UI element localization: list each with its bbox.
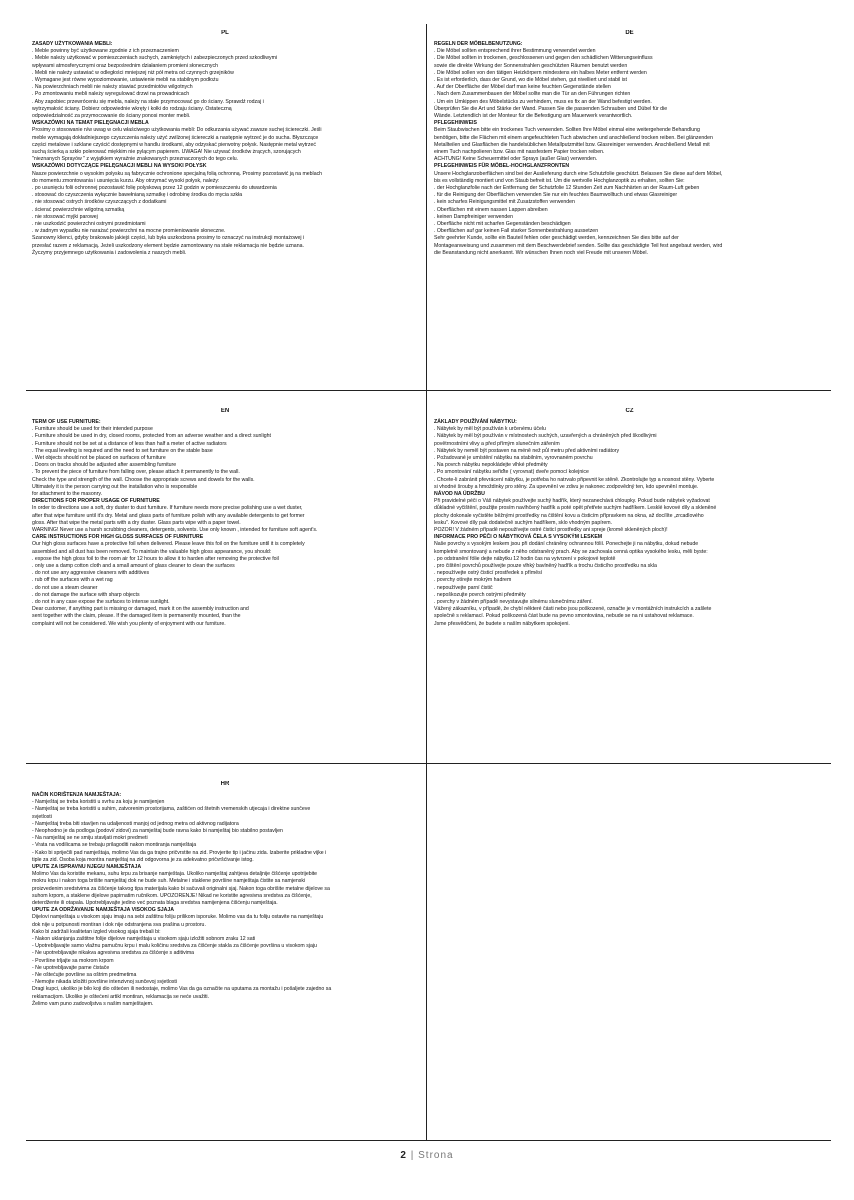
section-language-title: HR: [220, 781, 230, 787]
text-line: lesku". Kovové díly pak dodatečně suchým hadříkem, sklo vhodným papírem.: [434, 519, 613, 526]
section-text: [434, 419, 825, 628]
text-line: si vhodné šrouby a hmoždinky pro stěny. Za upevnění ve zdivu je nakonec zodpovědný ten, kdo upevnění montuje.: [434, 483, 699, 490]
text-line: . keinen Dampfreiniger verwenden: [434, 213, 514, 220]
text-line: . Furniture should be used in dry, closed rooms, protected from an adverse weather and a direct sunlight: [32, 433, 271, 440]
text-line: "nieznanych Sprayów " z wyjątkiem wyraźnie znakowanych przeznaczonych do tego celu.: [32, 156, 239, 163]
text-line: - Neophodno je da podloga (podovi/ zidovi) za namještaj bude ravna kako bi namještaj bio stabilno postavljen: [32, 828, 283, 835]
row-divider-3: [26, 1140, 831, 1141]
en-section: [26, 408, 424, 760]
text-line: . nie stosować ostrych środków czyszczących z dodatkami: [32, 199, 167, 206]
section-heading: NAČIN KORIŠTENJA NAMJEŠTAJA:: [32, 792, 122, 798]
text-line: do momentu zmontowania i usunięcia kurzu. Aby otrzymać wysoki połysk, należy:: [32, 177, 220, 184]
text-line: sent together with the claim, please. If the damaged item is permanently mounted, than the: [32, 613, 241, 620]
text-line: ACHTUNG! Keine Scheuermittel oder Sprays (außer Glas) verwenden.: [434, 156, 598, 163]
text-line: . Chcete-li zabránit převrácení nábytku, je potřeba ho natrvalo připevnit ke stěně. Zkontrolujte typ a nosnost stěny. Vyberte: [434, 476, 715, 483]
page-footer: [0, 1150, 854, 1161]
text-line: - Namještaj treba biti stavljen na udaljenosti manjoj od jednog metra od aktivnog radijatora: [32, 820, 239, 827]
text-line: . Wymagane jest równe wypoziomowanie, ustawienie mebli na stabilnym podłożu: [32, 77, 219, 84]
text-line: . Požadované je umístění nábytku na stabilním, vyrovnaném povrchu: [434, 455, 593, 462]
text-line: suchą ścierką a szkło polerować miękkim nie pylącym papierem. UWAGA! Nie używać środków żrących, szorujących: [32, 149, 301, 156]
text-line: Molimo Vas da koristite mekanu, suhu krpu za brisanje namještaja. Ukoliko namještaj zahtjeva detaljnije čišćenje upotrijebite: [32, 871, 318, 878]
text-line: Wände. Letztendlich ist der Monteur für die Befestigung am Mauerwerk verantwortlich.: [434, 113, 633, 120]
text-line: . stosować do czyszczenia wyłącznie bawełnianą szmatkę i odrobinę środka do mycia szkła: [32, 192, 243, 199]
text-line: . Nach dem Zusammenbauen der Möbel sollte man die Tür an den Führungen richten: [434, 91, 631, 98]
section-heading: ZASADY UŻYTKOWANIA MEBLI:: [32, 41, 113, 47]
text-line: - Upotrebljavajte samo vlažnu pamučnu krpu i malu količinu sredstva za čišćenje stakla za čišćenje površina u visokom sjaju: [32, 943, 317, 950]
text-line: complaint will not be considered. We wish you plenty of enjoyment with our furniture.: [32, 620, 226, 627]
section-language-title: CZ: [625, 408, 634, 414]
text-line: . Po zmontowaniu mebli należy wyregulować drzwi na prowadnicach: [32, 91, 190, 98]
section-text: [32, 419, 418, 628]
text-line: Nasze powierzchnie o wysokim połysku są fabrycznie ochronione specjalną folią ochronną. Prosimy pozostawić ją na meblach: [32, 170, 323, 177]
text-line: wpływami atmosferycznymi oraz bezpośrednim działaniem promieni słonecznych: [32, 62, 218, 69]
text-line: . Es ist erforderlich, dass der Grund, wo die Möbel stehen, gut nivelliert und stabil ist: [434, 77, 627, 84]
text-line: Dijelovi namještaja u visokom sjaju imaju na sebi zaštitnu foliju prilikom isporuke. Molimo vas da tu foliju ostavite na namještaju: [32, 914, 324, 921]
text-line: Při pravidelné péči o Váš nábytek používejte suchý hadřík, který nezanechává chloupky. Pokud bude nábytek vyžadovat: [434, 498, 710, 505]
text-line: . do not use any aggressive cleaners with additives: [32, 570, 150, 577]
section-language-title: PL: [221, 30, 229, 36]
empty-section: [428, 781, 831, 1137]
text-line: suhom krpom, a staklene dijelove papirnatim ručnikom. UPOZORENJE! Nikad ne koristite agresivna sredstva za čišćenje,: [32, 892, 312, 899]
text-line: Kako bi zadržali kvalitetan izgled visokog sjaja trebali bi:: [32, 928, 161, 935]
text-line: . Auf der Oberfläche der Möbel darf man keine feuchten Gegenstände stellen: [434, 84, 611, 91]
text-line: - Ne upotrebljavajte nikakva agresivna sredstva za čišćenje s aditivima: [32, 950, 195, 957]
text-line: WARNING! Never use a harsh scrubbing cleaners, detergents, solvents. Use only known , intended for furniture soft agent's.: [32, 527, 318, 534]
text-line: Beim Staubwischen bitte ein trockenes Tuch verwenden. Sollten Ihre Möbel einmal eine weitergehende Behandlung: [434, 127, 700, 134]
text-line: die Beanstandung nicht anerkannt. Wir wünschen Ihnen noch viel Freude mit unseren Möbel.: [434, 249, 648, 256]
text-line: . pro čištění povrchů používejte pouze vlhký bavlněný hadřík a trochu čisticího prostředku na skla: [434, 563, 657, 570]
section-heading: CARE INSTRUCTIONS FOR HIGH GLOSS SURFACES OF FURNITURE: [32, 534, 204, 541]
text-line: przesłać razem z reklamacją. Jeżeli uszkodzony element będzie zamontowany na stałe reklamacja nie będzie uznana.: [32, 242, 304, 249]
row-divider-2: [26, 763, 831, 764]
text-line: . do not damage the surface with sharp objects: [32, 591, 140, 598]
section-text: [32, 41, 418, 257]
text-line: gloss. After that wipe the metal parts with a dry duster. Glass parts wipe with a paper towel.: [32, 519, 241, 526]
text-line: . der Hochglanzfolie nach der Entfernung der Schutzfolie 12 Stunden Zeit zum Nachhärten an der Raum-Luft geben: [434, 185, 700, 192]
cz-section: [428, 408, 831, 760]
section-language-title: DE: [625, 30, 634, 36]
text-line: Želimo vam puno zadovoljstva s našim namještajem.: [32, 1000, 154, 1007]
text-line: . ścierać powierzchnie wilgotną szmatką: [32, 206, 125, 213]
text-line: POZOR! V žádném případě nepoužívejte ostré čisticí prostředky ani spreje (kromě skleněných ploch)!: [434, 527, 668, 534]
text-line: . To prevent the piece of furniture from falling over, please attach it permanently to the wall.: [32, 469, 240, 476]
text-line: - Vrata na vodilicama se trebaju prilagoditi nakon montiranja namještaja: [32, 842, 197, 849]
text-line: . rub off the surfaces with a wet rag: [32, 577, 113, 584]
text-line: - Namještaj se treba koristiti u svrhu za koju je namijenjen: [32, 799, 165, 806]
text-line: svjetlosti: [32, 813, 52, 820]
text-line: . für die Reinigung der Oberflächen verwenden Sie nur ein feuchtes Baumwolltuch und etwas Glasreiniger: [434, 192, 678, 199]
section-heading: REGELN DER MÖBELBENUTZUNG:: [434, 41, 523, 47]
text-line: Montageanweisung und zusammen mit dem Beschwerdebrief senden. Sollte das geschädigte Teil fest angebaut werden, wird: [434, 242, 723, 249]
de-section: [428, 30, 831, 386]
text-line: . Nábytek by neměl být postaven na méně než půl metru před aktivními radiátory: [434, 447, 620, 454]
text-line: . nie stosować myjki parowej: [32, 213, 98, 220]
text-line: mokru krpu i nakon toga brišite namještaj dok ne bude suh. Metalne i staklene površine namještaja čistite sa namjenski: [32, 878, 306, 885]
text-line: společně s reklamací. Pokud poškozená část bude na pevno smontována, nebude se na ni ustahovat reklamace.: [434, 613, 694, 620]
text-line: . The equal leveling is required and the need to set furniture on the stable base: [32, 447, 213, 454]
text-line: Check the type and strength of the wall. Choose the appropriate screws and dowels for the walls.: [32, 476, 255, 483]
text-line: einem Tuch nachpolieren bzw. Glas mit nassfestem Papier trocken reiben.: [434, 149, 605, 156]
text-line: Vážený zákazníku, v případě, že chybí některé části nebo jsou poškozené, označte je v montážních instrukcích a zašlete: [434, 606, 712, 613]
text-line: tiple za zid. Osoba koja montira namještaj na zid odgovorna je za adekvatno pričvršćivanje istog.: [32, 856, 254, 863]
text-line: . nepoškozujte povrch ostrými předměty: [434, 591, 526, 598]
text-line: . povrchy v žádném případě nevystavujte silnému slunečnímu záření.: [434, 599, 593, 606]
text-line: In order to directions use a soft, dry duster to dust furniture. If furniture needs more precise polishing use a wet duster,: [32, 505, 303, 512]
text-line: Naše povrchy s vysokým leskem jsou při dodání chráněny ochrannou fólií. Ponechejte ji na nábytku, dokud nebude: [434, 541, 699, 548]
text-line: Ultimately it is the person carrying out the installation who is responsible: [32, 483, 198, 490]
text-line: - Ne oštećujte površine sa oštrim predmetima: [32, 972, 137, 979]
text-line: . Die Möbel sollten entsprechend ihrer Bestimmung verwendet werden: [434, 48, 596, 55]
text-line: wytrzymałość ściany. Dobierz odpowiednie wkręty i kołki do rodzaju ściany. Ostateczną: [32, 105, 232, 112]
text-line: dok nije u potpunosti montiran i dok nije odstranjena sva prašina u prostoru.: [32, 921, 206, 928]
text-line: after that wipe furniture until it's dry. Metal and glass parts of furniture polish with any available detergents to get former: [32, 512, 305, 519]
section-heading: NÁVOD NA ÚDRŽBU: [434, 491, 485, 498]
text-line: części metalowe i szklane czyścić dostępnymi w handlu środkami, aby odzyskać pierwotny połysk. Następnie metal wytrzeć: [32, 141, 316, 148]
section-heading: WSKAZÓWKI DOTYCZĄCE PIELĘGNACJI MEBLI NA WYSOKI POŁYSK: [32, 163, 207, 170]
text-line: . Meble należy użytkować w pomieszczeniach suchych, zamkniętych i zabezpieczonych przed szkodliwymi: [32, 55, 278, 62]
document-frame: [26, 24, 831, 1142]
section-heading: UPUTE ZA ODRŽAVANJE NAMJEŠTAJA VISOKOG SJAJA: [32, 907, 174, 914]
text-line: . Meble powinny być użytkowane zgodnie z ich przeznaczeniem: [32, 48, 179, 55]
text-line: . nepoužívejte parní čistič: [434, 584, 493, 591]
text-line: . Na povrch nábytku nepokládejte vlhké předměty: [434, 462, 548, 469]
text-line: . Nábytek by měl být používán v místnostech suchých, uzavřených a chráněných před škodlivými: [434, 433, 657, 440]
row-divider-1: [26, 390, 831, 391]
text-line: . Die Möbel sollen von den tätigen Heizkörpern mindestens ein halbes Meter entfernt werden: [434, 69, 647, 76]
text-line: Metallteilen und Glasflächen die handelsüblichen Metallputzmittel bzw. Glasreiniger verwenden. Anschließend Metall mit: [434, 141, 710, 148]
text-line: . Oberfläche nicht mit scharfen Gegenständen beschädigen: [434, 221, 571, 228]
text-line: deterdžente ili otapala. Upotrebljavajte jedino već poznata blaga sredstva namijenjena čišćenju namještaja.: [32, 900, 278, 907]
text-line: proizvedenim sredstvima za čišćenje takvog tipa materijala kako bi sačuvali originalni sjaj. Nakon toga obrišite metalne dijelove sa: [32, 885, 330, 892]
text-line: - Namještaj se treba koristiti u suhim, zatvorenim prostorijama, zaštićen od štetnih vremenskih utjecaja i direktne sunčeve: [32, 806, 311, 813]
text-line: . w żadnym wypadku nie narażać powierzchni na mocne promieniowanie słoneczne.: [32, 228, 226, 235]
text-line: for attachment to the masonry.: [32, 491, 102, 498]
text-line: kompletně smontovaný a nebude z něho odstraněný prach. Aby se zachovala cenná optika vysokého lesku, měli byste:: [434, 548, 708, 555]
text-line: . nie uszkodzić powierzchni ostrymi przedmiotami: [32, 221, 146, 228]
text-line: Dear customer, if anything part is missing or damaged, mark it on the assembly instruction and: [32, 606, 249, 613]
text-line: . do not in any case expose the surfaces to intense sunlight.: [32, 599, 170, 606]
text-line: . Um ein Umkippen des Möbelstücks zu verhindern, muss es fix an der Wand befestigt werden.: [434, 98, 652, 105]
text-line: . Furniture should be used for their intended purpose: [32, 426, 153, 433]
text-line: Szanowny klienci, gdyby brakowało jakiejś części, lub była uszkodzona prosimy to oznaczyć na instrukcji montażowej i: [32, 235, 305, 242]
text-line: - Nakon uklanjanja zaštitne folije dijelove namještaja u visokom sjaju izložiti sobnom zraku 12 sati: [32, 936, 256, 943]
section-heading: PFLEGEHINWEIS: [434, 120, 477, 127]
text-line: . Oberflächen auf gar keinen Fall starker Sonnenbestrahlung aussetzen: [434, 228, 599, 235]
section-text: [32, 792, 418, 1008]
pl-section: [26, 30, 424, 386]
text-line: benötigen, bitte die Flächen mit einem angefeuchteten Tuch abwischen und anschließend trocken reiben. Bei glänzenden: [434, 134, 713, 141]
text-line: - Ne upotrebljavajte parne čistače: [32, 964, 110, 971]
text-line: Prosimy o stosowanie n/w uwag w celu właściwego użytkowania mebli: Do odkurzania używać zawsze suchej ściereczki. Jeśli: [32, 127, 322, 134]
page-number: 2: [400, 1150, 407, 1161]
text-line: - Površine trljajte sa mokrom krpom: [32, 957, 114, 964]
text-line: plochy dokonale vyčistěte běžnými prostředky na čištění kovu a čisticím přípravkem na okna, až docílíte „zrcadlového: [434, 512, 704, 519]
text-line: . do not use a steam cleaner: [32, 584, 98, 591]
text-line: - Nemojte nikada izložiti površine intenzivnoj sunčevoj svjetlosti: [32, 979, 178, 986]
text-line: . Doors on tracks should be adjusted after assembling furniture: [32, 462, 177, 469]
text-line: . only use a damp cotton cloth and a small amount of glass cleaner to clean the surfaces: [32, 563, 235, 570]
section-heading: WSKAZÓWKI NA TEMAT PIELĘGNACJI MEBLA: [32, 120, 149, 127]
text-line: meble wymagają dokładniejszego czyszczenia należy użyć zwilżonej ściereczki a następnie wytrzeć je do sucha. Błyszczące: [32, 134, 319, 141]
text-line: - Kako bi spriječili pad namještaja, molimo Vas da ga trajno pričvrstite na zid. Provjerite tip i jačinu zida. Izaberite prikladne vijke i: [32, 849, 327, 856]
text-line: . Furniture should not be set at a distance of less than half a meter of active radiators: [32, 440, 227, 447]
text-line: . Aby zapobiec przewróceniu się mebla, należy na stałe przymocować go do ściany. Sprawdź rodzaj i: [32, 98, 264, 105]
text-line: povětrnostními vlivy a před přímým slunečním zářením: [434, 440, 560, 447]
text-line: Überprüfen Sie die Art und Stärke der Wand. Passen Sie die passenden Schrauben und Dübel für die: [434, 105, 668, 112]
text-line: . povrchy otírejte mokrým hadrem: [434, 577, 512, 584]
text-line: assembled and all dust has been removed. To maintain the valuable high gloss appearance, you should:: [32, 548, 272, 555]
column-divider: [426, 24, 427, 1140]
text-line: důkladné vyčištění, použijte prosím navlhčený hadřík a poté opět přetřete suchým hadříkem. Lesklé kovové díly a skleněné: [434, 505, 717, 512]
text-line: reklamacijom. Ukoliko je oštećeni artikl montiran, reklamacija se neće uvažiti.: [32, 993, 210, 1000]
section-heading: TERM OF USE FURNITURE:: [32, 419, 101, 425]
text-line: . Na powierzchniach mebli nie należy stawiać przedmiotów wilgotnych: [32, 84, 193, 91]
text-line: Unsere Hochglanzoberflächen sind bei der Auslieferung durch eine Schutzfolie geschützt. Belassen Sie diese auf dem Möbel,: [434, 170, 723, 177]
text-line: Sehr geehrter Kunde, sollte ein Bauteil fehlen oder geschädigt werden, kennzeichnen Sie dies bitte auf der: [434, 235, 679, 242]
hr-section: [26, 781, 424, 1137]
text-line: Życzymy przyjemnego użytkowania i zadowolenia z naszych mebli.: [32, 249, 187, 256]
footer-separator: |: [410, 1150, 415, 1161]
section-heading: PFLEGEHINWEIS FÜR MÖBEL-HOCHGLANZFRONTEN: [434, 163, 570, 170]
text-line: Jsme přesvědčeni, že budete s naším nábytkem spokojeni.: [434, 620, 570, 627]
section-language-title: EN: [220, 408, 230, 414]
text-line: - Na namještaj se ne smiju stavljati mokri predmeti: [32, 835, 148, 842]
text-line: Dragi kupci, ukoliko je bilo koji dio oštećen ili nedostaje, molimo Vas da ga označite na uputama za montažu i pošaljete zajedno sa: [32, 986, 332, 993]
text-line: . Oberflächen mit einem nassen Lappen abreiben: [434, 206, 548, 213]
section-heading: INFORMACE PRO PÉČI O NÁBYTKOVÁ ČELA S VYSOKÝM LESKEM: [434, 534, 603, 541]
section-heading: ZÁKLADY POUŽÍVÁNÍ NÁBYTKU:: [434, 419, 517, 425]
text-line: . Die Möbel sollten in trockenen, geschlossenen und gegen den schädlichen Witterungseinfluss: [434, 55, 653, 62]
text-line: . po usunięciu folii ochronnej pozostawić folię polyskową przez 12 godzin w pomieszczeniu do utwardzenia: [32, 185, 277, 192]
text-line: bis es vollständig montiert und von Staub befreit ist. Um die wertvolle Hochglanzoptik zu erhalten, sollten Sie:: [434, 177, 685, 184]
text-line: odpowiedzialność za przymocowanie do ściany ponosi monter mebli.: [32, 113, 191, 120]
text-line: sowie die direkte Wirkung der Sonnenstrahlen geschützten Räumen benutzt werden: [434, 62, 628, 69]
section-heading: DIRECTIONS FOR PROPER USAGE OF FURNITURE: [32, 498, 160, 505]
footer-label: Strona: [418, 1150, 454, 1161]
text-line: Our high gloss surfaces have a protective foil when delivered. Please leave this foil on the furniture until it is completely: [32, 541, 305, 548]
section-text: [434, 41, 825, 257]
text-line: . Wet objects should not be placed on surfaces of furniture: [32, 455, 166, 462]
text-line: . expose the high gloss foil to the room air for 12 hours to allow it to harden after removing the protective foil: [32, 555, 279, 562]
text-line: . nepoužívejte ostrý čisticí prostředek s příměsí: [434, 570, 543, 577]
text-line: . Po smontování nábytku seřiďte ( vyrovnat) dveře pomocí kolejnice: [434, 469, 589, 476]
text-line: . Nábytek by měl být používán k určenému účelu: [434, 426, 546, 433]
section-heading: UPUTE ZA ISPRAVNU NJEGU NAMJEŠTAJA: [32, 864, 142, 871]
text-line: . po odstranění fólie dejte nábytku 12 hodin čas na vytvrzení v pokojové teplotě: [434, 555, 616, 562]
text-line: . Mebli nie należy ustawiać w odległości mniejszej niż pół metra od czynnych grzejników: [32, 69, 234, 76]
text-line: . kein scharfes Reinigungsmittel mit Zusatzstoffen verwenden: [434, 199, 575, 206]
